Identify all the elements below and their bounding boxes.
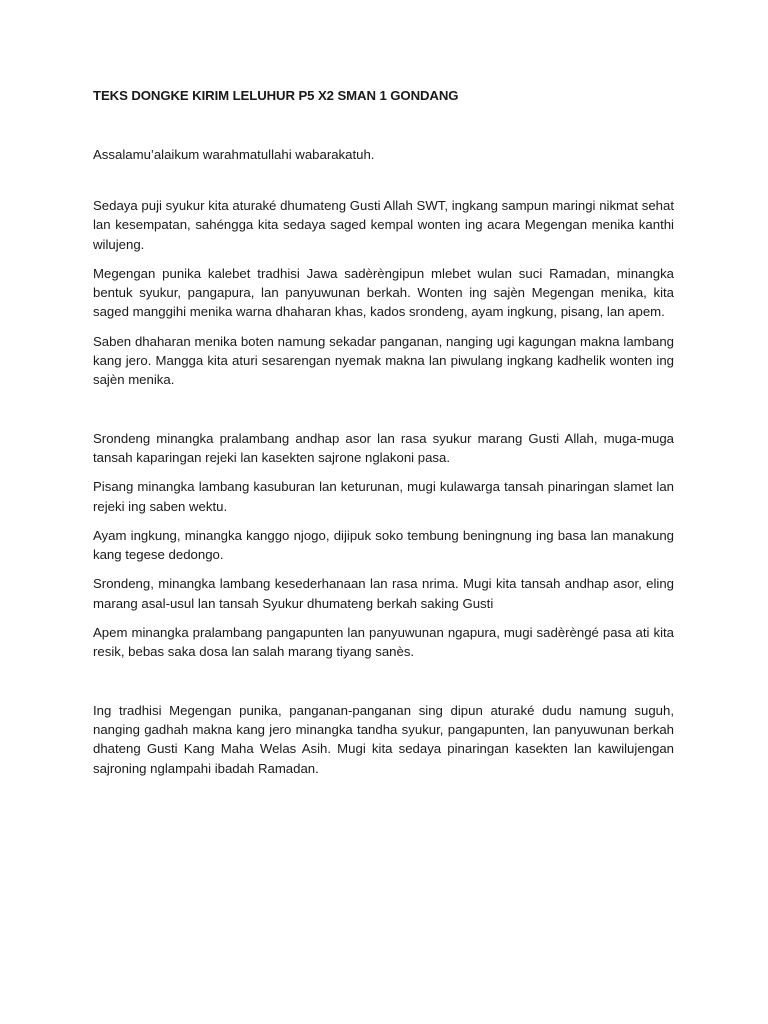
paragraph-opening: Sedaya puji syukur kita aturaké dhumateng Gusti Allah SWT, ingkang sampun maringi nikmat sehat lan kesempatan, sahéngga kita sedaya saged kempal wonten ing acara Megengan menika kanthi wilujeng. bbox=[93, 198, 674, 252]
document-title: TEKS DONGKE KIRIM LELUHUR P5 X2 SMAN 1 GONDANG bbox=[93, 88, 459, 103]
greeting-line: Assalamu’alaikum warahmatullahi wabarakatuh. bbox=[93, 147, 375, 162]
paragraph-srondeng-second: Srondeng, minangka lambang kesederhanaan lan rasa nrima. Mugi kita tansah andhap asor, eling marang asal-usul lan tansah Syukur dhumateng berkah saking Gusti bbox=[93, 576, 674, 611]
paragraph-ayam-ingkung: Ayam ingkung, minangka kanggo njogo, dijipuk soko tembung beningnung ing basa lan manakung kang tegese dedongo. bbox=[93, 527, 674, 563]
paragraph-closing: Ing tradhisi Megengan punika, panganan-panganan sing dipun aturaké dudu namung suguh, nanging gadhah makna kang jero minangka tandha syukur, pangapunten, lan panyuwunan berkah dhateng Gusti Kang Maha Welas Asih. Mugi kita sedaya pinaringan kasekten lan kawilujengan sajroning nglampahi ibadah Ramadan. bbox=[93, 702, 674, 776]
paragraph-megengan-intro: Megengan punika kalebet tradhisi Jawa sadèrèngipun mlebet wulan suci Ramadan, minangka bentuk syukur, pangapura, lan panyuwunan berkah. Wonten ing sajèn Megengan menika, kita saged manggihi menika warna dhaharan khas, kados srondeng, ayam ingkung, pisang, lan apem. bbox=[93, 265, 674, 320]
paragraph-food-meaning: Saben dhaharan menika boten namung sekadar panganan, nanging ugi kagungan makna lambang kang jero. Mangga kita aturi sesarengan nyemak makna lan piwulang ingkang kadhelik wonten ing sajèn menika. bbox=[93, 333, 674, 388]
paragraph-apem: Apem minangka pralambang pangapunten lan panyuwunan ngapura, mugi sadèrèngé pasa ati kita resik, bebas saka dosa lan salah marang tiyang sanès. bbox=[93, 625, 674, 660]
document-page bbox=[93, 86, 674, 778]
paragraph-srondeng: Srondeng minangka pralambang andhap asor lan rasa syukur marang Gusti Allah, muga-muga tansah kaparingan rejeki lan kasekten sajrone nglakoni pasa. bbox=[93, 430, 674, 465]
paragraph-pisang: Pisang minangka lambang kasuburan lan keturunan, mugi kulawarga tansah pinaringan slamet lan rejeki ing saben wektu. bbox=[93, 479, 674, 514]
